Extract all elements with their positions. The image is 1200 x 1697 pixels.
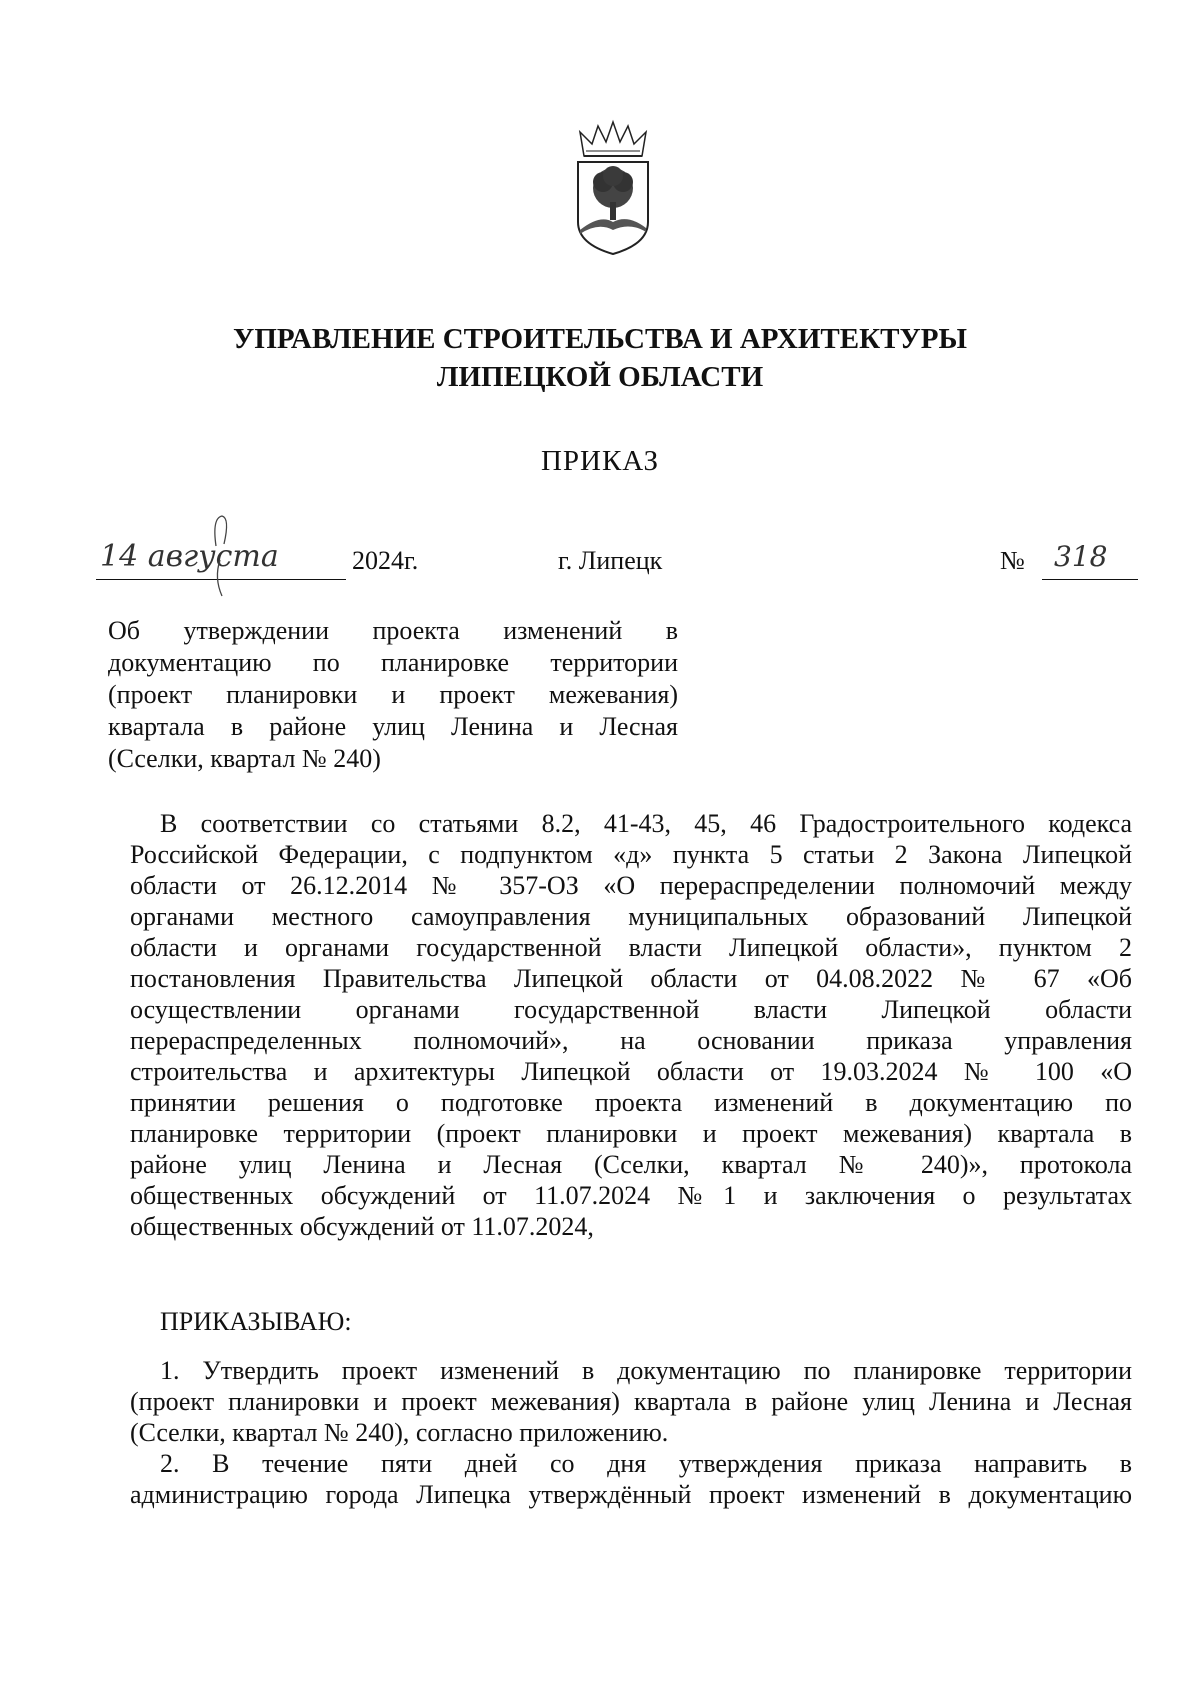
document-meta-row — [0, 540, 1200, 600]
preamble-line: строительства и архитектуры Липецкой области от 19.03.2024 № 100 «О — [130, 1057, 1132, 1086]
preamble-line: области от 26.12.2014 № 357-ОЗ «О перераспределении полномочий между — [130, 871, 1132, 900]
clause-line: 2. В течение пяти дней со дня утверждения приказа направить в — [160, 1449, 1132, 1478]
document-subject — [108, 615, 678, 775]
document-number-label: № — [1000, 546, 1025, 575]
document-city: г. Липецк — [558, 546, 663, 575]
subject-line: (проект планировки и проект межевания) — [108, 680, 678, 709]
preamble-line: В соответствии со статьями 8.2, 41-43, 45, 46 Градостроительного кодекса — [160, 809, 1132, 838]
handwriting-flourish-icon — [206, 508, 234, 608]
subject-line: квартала в районе улиц Ленина и Лесная — [108, 712, 678, 741]
preamble-line: общественных обсуждений от 11.07.2024, — [130, 1212, 594, 1241]
order-heading: ПРИКАЗЫВАЮ: — [160, 1307, 352, 1336]
clause-line: (Сселки, квартал № 240), согласно приложению. — [130, 1418, 669, 1447]
subject-line: документацию по планировке территории — [108, 648, 678, 677]
preamble-line: общественных обсуждений от 11.07.2024 №1 и заключения о результатах — [130, 1181, 1132, 1210]
clause-line: (проект планировки и проект межевания) квартала в районе улиц Ленина и Лесная — [130, 1387, 1132, 1416]
document-type: ПРИКАЗ — [540, 445, 660, 477]
order-clauses — [130, 1355, 1132, 1510]
subject-line: (Сселки, квартал № 240) — [108, 744, 381, 773]
preamble-line: осуществлении органами государственной власти Липецкой области — [130, 995, 1132, 1024]
clause-line: 1. Утвердить проект изменений в документацию по планировке территории — [160, 1356, 1132, 1385]
organization-title-line: ЛИПЕЦКОЙ ОБЛАСТИ — [436, 361, 764, 393]
coat-of-arms-emblem — [570, 118, 656, 258]
preamble-line: планировке территории (проект планировки и проект межевания) квартала в — [130, 1119, 1132, 1148]
preamble-paragraph — [130, 808, 1132, 1242]
preamble-line: области и органами государственной власти Липецкой области», пунктом 2 — [130, 933, 1132, 962]
preamble-line: органами местного самоуправления муниципальных образований Липецкой — [130, 902, 1132, 931]
handwritten-document-number: 318 — [1042, 540, 1138, 580]
preamble-line: Российской Федерации, с подпунктом «д» пункта 5 статьи 2 Закона Липецкой — [130, 840, 1132, 869]
handwritten-date: 14 августа — [96, 540, 346, 580]
preamble-line: районе улиц Ленина и Лесная (Сселки, квартал № 240)», протокола — [130, 1150, 1132, 1179]
preamble-line: перераспределенных полномочий», на основании приказа управления — [130, 1026, 1132, 1055]
preamble-line: принятии решения о подготовке проекта изменений в документацию по — [130, 1088, 1132, 1117]
subject-line: Об утверждении проекта изменений в — [108, 616, 678, 645]
clause-line: администрацию города Липецка утверждённый проект изменений в документацию — [130, 1480, 1132, 1509]
preamble-line: постановления Правительства Липецкой области от 04.08.2022 № 67 «Об — [130, 964, 1132, 993]
organization-title — [0, 320, 1200, 396]
organization-title-line: УПРАВЛЕНИЕ СТРОИТЕЛЬСТВА И АРХИТЕКТУРЫ — [233, 323, 967, 355]
coat-of-arms-icon — [570, 118, 656, 258]
document-year: 2024г. — [352, 546, 419, 575]
